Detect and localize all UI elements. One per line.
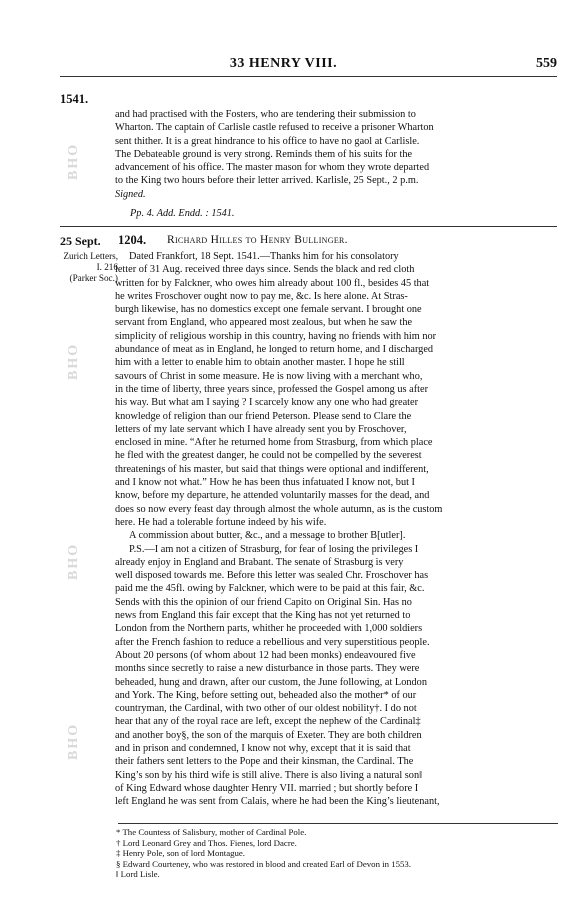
text-line: King’s son by his third wife is still alive. There is also living a natural son‖ [115, 769, 422, 781]
text-line: savours of Christ in some measure. He is now living with a merchant who, [115, 370, 423, 382]
running-title: 33 HENRY VIII. [229, 56, 338, 71]
text-line: Sends with this the opinion of our friend Capito on Original Sin. Has no [115, 596, 412, 608]
year-marker: 1541. [60, 92, 89, 106]
text-line: sent thither. It is a great hindrance to his office to have no gaol at Carlisle. [115, 135, 420, 147]
text-line: know, before my departure, he attended voluntarily masses for the dead, and [115, 490, 430, 502]
text-line: well disposed towards me. Before this letter was sealed Chr. Froschover has [115, 570, 429, 582]
text-line: simplicity of religious worship in this country, having no friends with him nor [115, 330, 437, 342]
text-line: paid me the 45fl. owing by Falckner, which were to be paid at this fair, &c. [115, 583, 425, 595]
previous-entry-text [115, 108, 557, 201]
footnote: ‡ Henry Pole, son of lord Montague. [116, 848, 246, 858]
text-line: beheaded, hung and drawn, after our custom, the June following, at London [115, 676, 427, 688]
text-line: knowledge of religion than our friend Peterson. Please send to Clare the [115, 410, 412, 422]
text-line: left England he was sent from Calais, where he had been the King’s lieutenant, [115, 796, 440, 808]
text-line: him with a letter to enable him to obtain another master. I hope he still [115, 357, 405, 369]
side-note-line: I. 216 [96, 262, 118, 272]
page-number: 559 [536, 56, 557, 71]
entry-number: 1204. [118, 233, 147, 247]
text-line: after the French fashion to reduce a rebellious and very superstitious people. [115, 636, 430, 648]
side-note-line: (Parker Soc.) [69, 273, 118, 283]
footnote: † Lord Leonard Grey and Thos. Fienes, lord Dacre. [116, 837, 297, 848]
text-line: enclosed in mine. “After he returned home from Strasburg, from which place [115, 437, 433, 449]
text-line: servant from England, who appeared most zealous, but when he saw the [115, 317, 413, 329]
text-line: news from England this fair except that the King has not yet returned to [115, 610, 411, 622]
text-line: and had practised with the Fosters, who are tendering their submission to [115, 109, 416, 120]
text-line: The Debateable ground is very strong. Reminds them of his suits for the [115, 148, 413, 160]
text-line: abundance of meat as in England, he longed to return home, and I discharged [115, 344, 434, 356]
text-line: and in prison and condemned, I know not why, except that it is said that [115, 742, 411, 754]
text-line: written for by Falckner, who owes him already about 100 fl., besides 45 that [115, 277, 430, 289]
text-line: does so now every feast day through almost the whole autumn, as is the custom [115, 503, 443, 515]
text-line: letter of 31 Aug. received three days since. Sends the black and red cloth [115, 264, 415, 276]
text-line: he writes Froschover ought now to pay me, &c. Is here alone. At Stras- [115, 290, 408, 302]
text-line: to the King two hours before their letter arrived. Karlisle, 25 Sept., 2 p.m. [115, 175, 419, 187]
footnote-rule [118, 823, 558, 824]
footnotes [116, 827, 557, 880]
watermark: BHO [66, 542, 81, 580]
text-line: About 20 persons (of whom about 12 had been monks) endeavoured five [115, 649, 416, 661]
footnote: § Edward Courteney, who was restored in blood and created Earl of Devon in 1553. [116, 858, 412, 869]
side-note [58, 251, 118, 284]
document-meta: Pp. 4. Add. Endd. : 1541. [130, 208, 235, 219]
text-line: his way. But what am I saying ? I scarcely know any one who had greater [115, 397, 418, 409]
text-line: months since secretly to raise a new disturbance in those parts. They were [115, 663, 420, 675]
entry-body [115, 250, 557, 808]
text-line: he fled with the greatest danger, he could not be compelled by the severest [115, 450, 422, 462]
text-line: A commission about butter, &c., and a message to brother B[utler]. [129, 530, 406, 542]
text-line: Wharton. The captain of Carlisle castle refused to receive a prisoner Wharton [115, 122, 434, 134]
footnote: * The Countess of Salisbury, mother of Cardinal Pole. [116, 827, 307, 837]
header-rule [60, 76, 557, 77]
entry-separator-rule [60, 226, 557, 227]
text-line: their fathers sent letters to the Pope and their kinsman, the Cardinal. The [115, 756, 414, 768]
running-header [0, 56, 567, 76]
text-line: threatenings of his master, but said that things were optional and indifferent, [115, 463, 429, 475]
text-line: and another boy§, the son of the marquis of Exeter. They are both children [115, 729, 422, 741]
text-line: and York. The King, before setting out, beheaded also the mother* of our [115, 689, 417, 701]
text-line: countryman, the Cardinal, with two other of our oldest nobility†. I do not [115, 703, 417, 715]
text-line: already enjoy in England and Brabant. The senate of Strasburg is very [115, 556, 404, 568]
footnote: ‖ Lord Lisle. [116, 869, 160, 879]
text-line: London from the Northern parts, whither he proceeded with 1,000 soldiers [115, 623, 423, 635]
side-note-line: Zurich Letters, [63, 251, 118, 261]
text-line: here. He had a tolerable fortune indeed by his wife. [115, 516, 327, 528]
watermark: BHO [66, 142, 81, 180]
text-line: of King Edward whose daughter Henry VII. married ; but shortly before I [115, 782, 419, 794]
watermark: BHO [66, 722, 81, 760]
entry-date: 25 Sept. [60, 234, 101, 248]
text-line: advancement of his office. The master mason for whom they wrote departed [115, 162, 430, 174]
text-line: burgh likewise, has no domestics except one female servant. I brought one [115, 304, 422, 316]
text-line: Dated Frankfort, 18 Sept. 1541.—Thanks him for his consolatory [129, 251, 399, 262]
text-line: and I know not what.” How he has been thus infatuated I know not, but I [115, 477, 415, 489]
entry-title: Richard Hilles to Henry Bullinger. [167, 234, 348, 246]
text-line: hear that any of the royal race are left, except the nephew of the Cardinal‡ [115, 716, 421, 728]
text-line: P.S.—I am not a citizen of Strasburg, for fear of losing the privileges I [129, 543, 419, 555]
text-line: letters of my late servant which I have already sent you by Froschover, [115, 423, 407, 435]
signed-note: Signed. [115, 188, 146, 200]
watermark: BHO [66, 342, 81, 380]
text-line: in the time of liberty, three years since, professed the Gospel among us after [115, 383, 428, 395]
